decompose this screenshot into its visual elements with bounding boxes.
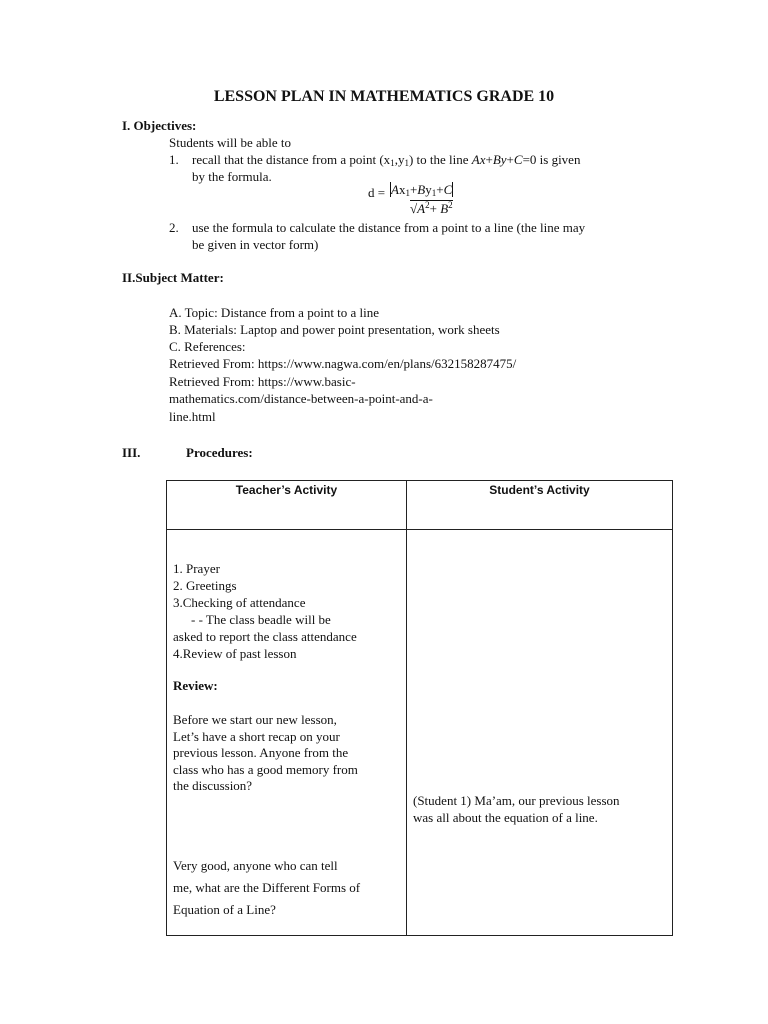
procedures-numeral: III. bbox=[122, 445, 141, 460]
references-label: C. References: bbox=[169, 339, 246, 354]
objective-2-number: 2. bbox=[169, 220, 179, 235]
objectives-intro: Students will be able to bbox=[169, 135, 292, 150]
teacher-item-greetings: 2. Greetings bbox=[173, 578, 237, 593]
distance-formula-numerator: $Ax_1+By_1+C$ bbox=[391, 182, 453, 198]
student-activity-cell bbox=[407, 530, 673, 936]
teacher-activity-header: Teacher’s Activity bbox=[167, 481, 407, 530]
beadle-line-1: - - The class beadle will be bbox=[191, 612, 331, 627]
review-text-line-2: Let’s have a short recap on your bbox=[173, 729, 340, 744]
student-answer-line-2: was all about the equation of a line. bbox=[413, 810, 598, 825]
followup-line-2: me, what are the Different Forms of bbox=[173, 880, 361, 895]
teacher-item-prayer: 1. Prayer bbox=[173, 561, 220, 576]
subject-matter-heading: II.Subject Matter: bbox=[122, 270, 224, 285]
review-text-line-1: Before we start our new lesson, bbox=[173, 712, 337, 727]
review-text-line-3: previous lesson. Anyone from the bbox=[173, 745, 349, 760]
beadle-line-2: asked to report the class attendance bbox=[173, 629, 357, 644]
procedures-heading: Procedures: bbox=[186, 445, 253, 460]
student-activity-header: Student’s Activity bbox=[407, 481, 673, 530]
reference-1: Retrieved From: https://www.nagwa.com/en/plans/632158287475/ bbox=[169, 356, 517, 371]
distance-formula-denominator: $√A^2+ B^2$ bbox=[410, 200, 453, 216]
objectives-heading: I. Objectives: bbox=[122, 118, 197, 133]
objective-2-line-1: use the formula to calculate the distance from a point to a line (the line may bbox=[192, 220, 586, 235]
document-title: LESSON PLAN IN MATHEMATICS GRADE 10 bbox=[213, 88, 555, 105]
review-heading: Review: bbox=[173, 678, 218, 693]
formula-lhs: d = bbox=[368, 185, 386, 200]
objective-2-line-2: be given in vector form) bbox=[192, 237, 319, 252]
teacher-item-review: 4.Review of past lesson bbox=[173, 646, 297, 661]
objective-1-line-2: by the formula. bbox=[192, 169, 272, 184]
topic: A. Topic: Distance from a point to a line bbox=[169, 305, 380, 320]
procedures-table bbox=[166, 480, 673, 936]
reference-2-line-1: Retrieved From: https://www.basic- bbox=[169, 374, 356, 389]
followup-line-1: Very good, anyone who can tell bbox=[173, 858, 338, 873]
reference-2-line-2: mathematics.com/distance-between-a-point-and-a- bbox=[169, 391, 433, 406]
objective-1-number: 1. bbox=[169, 152, 179, 167]
materials: B. Materials: Laptop and power point presentation, work sheets bbox=[169, 322, 500, 337]
teacher-item-attendance: 3.Checking of attendance bbox=[173, 595, 306, 610]
teacher-activity-cell bbox=[167, 530, 407, 936]
review-text-line-5: the discussion? bbox=[173, 778, 253, 793]
objective-1-line-1: recall that the distance from a point $(x_1,y_1)$ to the line Ax+By+C=0 is given bbox=[192, 152, 581, 168]
reference-2-line-3: line.html bbox=[169, 409, 216, 424]
followup-line-3: Equation of a Line? bbox=[173, 902, 276, 917]
student-answer-line-1: (Student 1) Ma’am, our previous lesson bbox=[413, 793, 620, 808]
review-text-line-4: class who has a good memory from bbox=[173, 762, 358, 777]
